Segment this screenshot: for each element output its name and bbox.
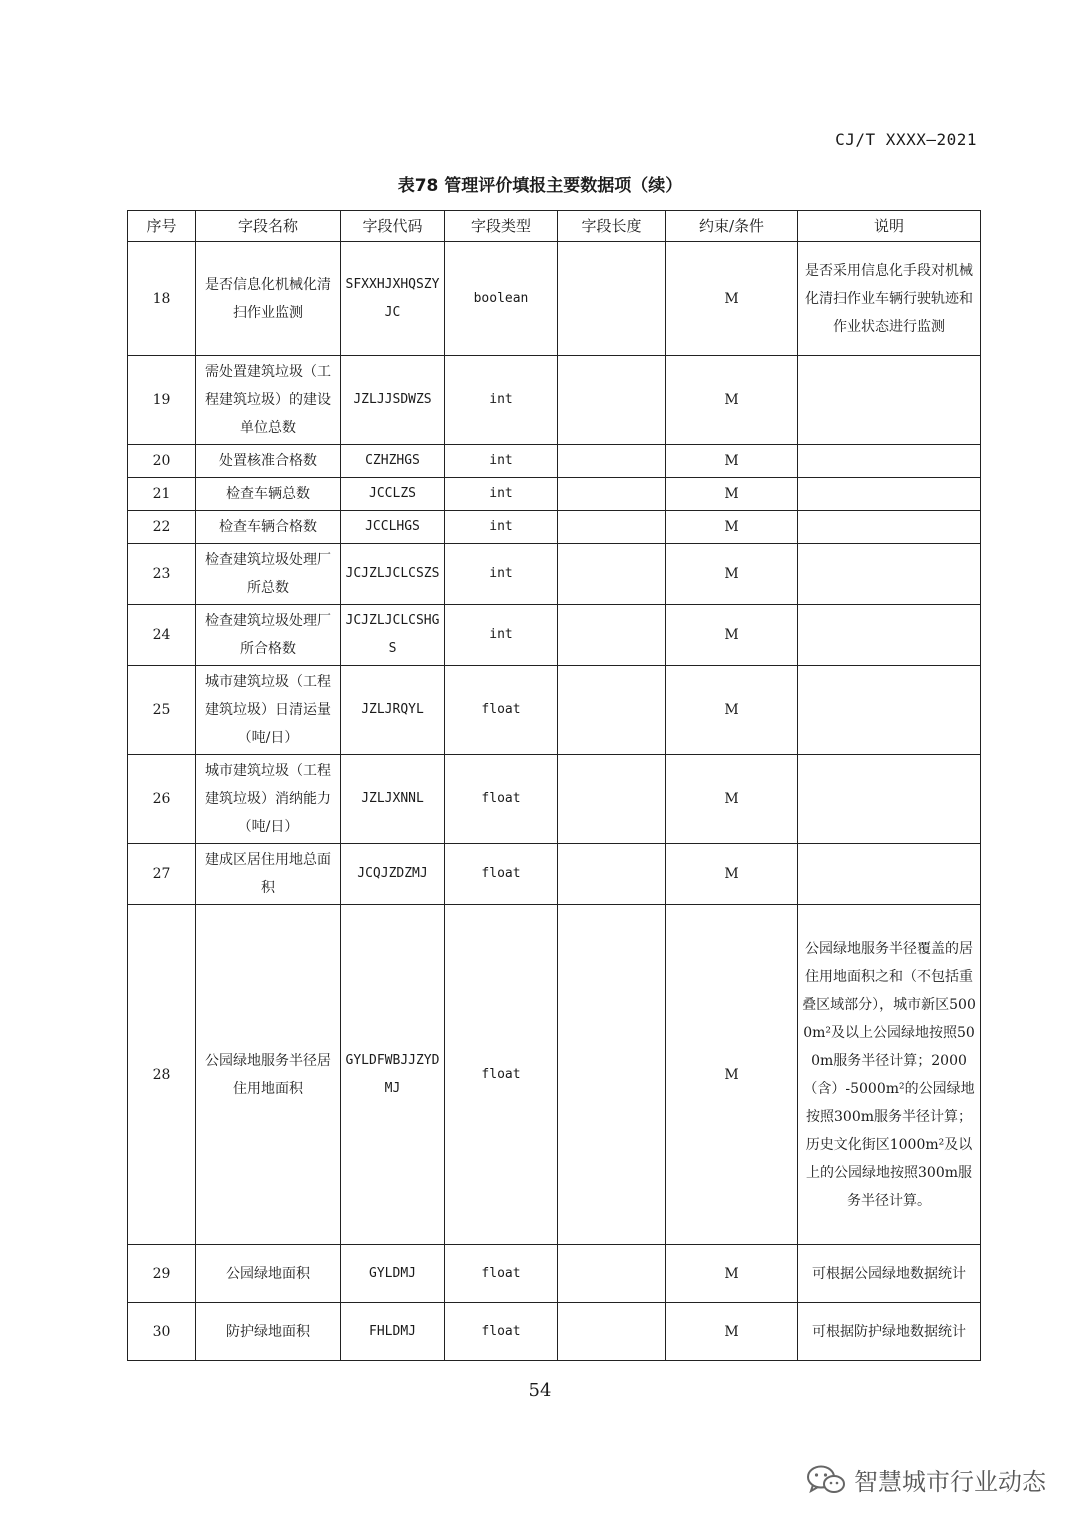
- table-row: [128, 844, 981, 905]
- field-name-cell: 城市建筑垃圾（工程建筑垃圾）日清运量（吨/日）: [196, 666, 341, 755]
- field-code-cell: JCCLHGS: [341, 511, 445, 544]
- field-length-cell: [558, 511, 666, 544]
- table-row: [128, 478, 981, 511]
- field-length-cell: [558, 445, 666, 478]
- field-type-cell: float: [445, 1303, 558, 1361]
- column-header: 字段类型: [445, 211, 558, 242]
- description-cell: [798, 544, 981, 605]
- field-name-cell: 公园绿地服务半径居住用地面积: [196, 905, 341, 1245]
- wechat-icon: [806, 1464, 846, 1496]
- constraint-cell: M: [666, 605, 798, 666]
- table-row: [128, 905, 981, 1245]
- constraint-cell: M: [666, 1303, 798, 1361]
- field-length-cell: [558, 755, 666, 844]
- field-type-cell: int: [445, 478, 558, 511]
- column-header: 序号: [128, 211, 196, 242]
- column-header: 说明: [798, 211, 981, 242]
- description-cell: [798, 445, 981, 478]
- description-cell: [798, 666, 981, 755]
- row-number-cell: 28: [128, 905, 196, 1245]
- constraint-cell: M: [666, 242, 798, 356]
- description-cell: 是否采用信息化手段对机械化清扫作业车辆行驶轨迹和作业状态进行监测: [798, 242, 981, 356]
- description-cell: [798, 755, 981, 844]
- column-header: 字段长度: [558, 211, 666, 242]
- table-title: 表78 管理评价填报主要数据项（续）: [397, 176, 683, 196]
- field-length-cell: [558, 844, 666, 905]
- field-name-cell: 是否信息化机械化清扫作业监测: [196, 242, 341, 356]
- field-length-cell: [558, 356, 666, 445]
- field-length-cell: [558, 544, 666, 605]
- field-code-cell: GYLDFWBJJZYDMJ: [341, 905, 445, 1245]
- field-type-cell: float: [445, 905, 558, 1245]
- field-length-cell: [558, 478, 666, 511]
- table-row: [128, 666, 981, 755]
- field-name-cell: 检查车辆合格数: [196, 511, 341, 544]
- constraint-cell: M: [666, 445, 798, 478]
- table-row: [128, 544, 981, 605]
- page-number: 54: [528, 1380, 552, 1401]
- field-name-cell: 检查建筑垃圾处理厂所总数: [196, 544, 341, 605]
- field-type-cell: int: [445, 356, 558, 445]
- field-code-cell: FHLDMJ: [341, 1303, 445, 1361]
- table-row: [128, 445, 981, 478]
- field-length-cell: [558, 1245, 666, 1303]
- watermark-text: 智慧城市行业动态: [854, 1468, 1046, 1496]
- row-number-cell: 25: [128, 666, 196, 755]
- table-row: [128, 511, 981, 544]
- description-cell: 可根据防护绿地数据统计: [798, 1303, 981, 1361]
- table-row: [128, 242, 981, 356]
- field-code-cell: JCCLZS: [341, 478, 445, 511]
- row-number-cell: 26: [128, 755, 196, 844]
- field-name-cell: 公园绿地面积: [196, 1245, 341, 1303]
- field-code-cell: JCJZLJCLCSZS: [341, 544, 445, 605]
- field-code-cell: JZLJRQYL: [341, 666, 445, 755]
- field-name-cell: 处置核准合格数: [196, 445, 341, 478]
- constraint-cell: M: [666, 511, 798, 544]
- constraint-cell: M: [666, 755, 798, 844]
- field-type-cell: boolean: [445, 242, 558, 356]
- field-name-cell: 建成区居住用地总面积: [196, 844, 341, 905]
- row-number-cell: 23: [128, 544, 196, 605]
- description-cell: [798, 478, 981, 511]
- field-type-cell: int: [445, 511, 558, 544]
- data-items-table: [127, 210, 981, 1361]
- field-name-cell: 城市建筑垃圾（工程建筑垃圾）消纳能力（吨/日）: [196, 755, 341, 844]
- field-code-cell: GYLDMJ: [341, 1245, 445, 1303]
- field-name-cell: 需处置建筑垃圾（工程建筑垃圾）的建设单位总数: [196, 356, 341, 445]
- description-cell: [798, 511, 981, 544]
- row-number-cell: 24: [128, 605, 196, 666]
- field-code-cell: JCJZLJCLCSHGS: [341, 605, 445, 666]
- constraint-cell: M: [666, 844, 798, 905]
- field-type-cell: float: [445, 666, 558, 755]
- description-cell: [798, 605, 981, 666]
- field-type-cell: int: [445, 445, 558, 478]
- description-cell: [798, 356, 981, 445]
- field-type-cell: float: [445, 844, 558, 905]
- field-type-cell: int: [445, 605, 558, 666]
- watermark: [806, 1462, 1046, 1497]
- column-header: 字段名称: [196, 211, 341, 242]
- column-header: 约束/条件: [666, 211, 798, 242]
- field-type-cell: int: [445, 544, 558, 605]
- constraint-cell: M: [666, 356, 798, 445]
- field-name-cell: 检查车辆总数: [196, 478, 341, 511]
- row-number-cell: 19: [128, 356, 196, 445]
- row-number-cell: 29: [128, 1245, 196, 1303]
- field-type-cell: float: [445, 755, 558, 844]
- field-name-cell: 防护绿地面积: [196, 1303, 341, 1361]
- field-length-cell: [558, 242, 666, 356]
- field-code-cell: JCQJZDZMJ: [341, 844, 445, 905]
- field-type-cell: float: [445, 1245, 558, 1303]
- row-number-cell: 30: [128, 1303, 196, 1361]
- constraint-cell: M: [666, 478, 798, 511]
- row-number-cell: 27: [128, 844, 196, 905]
- table-row: [128, 1303, 981, 1361]
- description-cell: 可根据公园绿地数据统计: [798, 1245, 981, 1303]
- description-cell: 公园绿地服务半径覆盖的居住用地面积之和（不包括重叠区域部分），城市新区5000m²及以上公园绿地按照500m服务半径计算；2000（含）-5000m²的公园绿地按照300m服务半径计算；历史文化街区1000m²及以上的公园绿地按照300m服务半径计算。: [798, 905, 981, 1245]
- table-row: [128, 1245, 981, 1303]
- field-length-cell: [558, 1303, 666, 1361]
- table-row: [128, 356, 981, 445]
- field-name-cell: 检查建筑垃圾处理厂所合格数: [196, 605, 341, 666]
- table-row: [128, 755, 981, 844]
- table-header-row: [128, 211, 981, 242]
- field-length-cell: [558, 666, 666, 755]
- row-number-cell: 21: [128, 478, 196, 511]
- field-code-cell: SFXXHJXHQSZYJC: [341, 242, 445, 356]
- field-code-cell: JZLJXNNL: [341, 755, 445, 844]
- row-number-cell: 22: [128, 511, 196, 544]
- constraint-cell: M: [666, 905, 798, 1245]
- field-code-cell: CZHZHGS: [341, 445, 445, 478]
- table-row: [128, 605, 981, 666]
- field-length-cell: [558, 905, 666, 1245]
- description-cell: [798, 844, 981, 905]
- row-number-cell: 20: [128, 445, 196, 478]
- constraint-cell: M: [666, 544, 798, 605]
- constraint-cell: M: [666, 1245, 798, 1303]
- field-length-cell: [558, 605, 666, 666]
- constraint-cell: M: [666, 666, 798, 755]
- row-number-cell: 18: [128, 242, 196, 356]
- standard-code: CJ/T XXXX—2021: [835, 130, 977, 149]
- column-header: 字段代码: [341, 211, 445, 242]
- field-code-cell: JZLJJSDWZS: [341, 356, 445, 445]
